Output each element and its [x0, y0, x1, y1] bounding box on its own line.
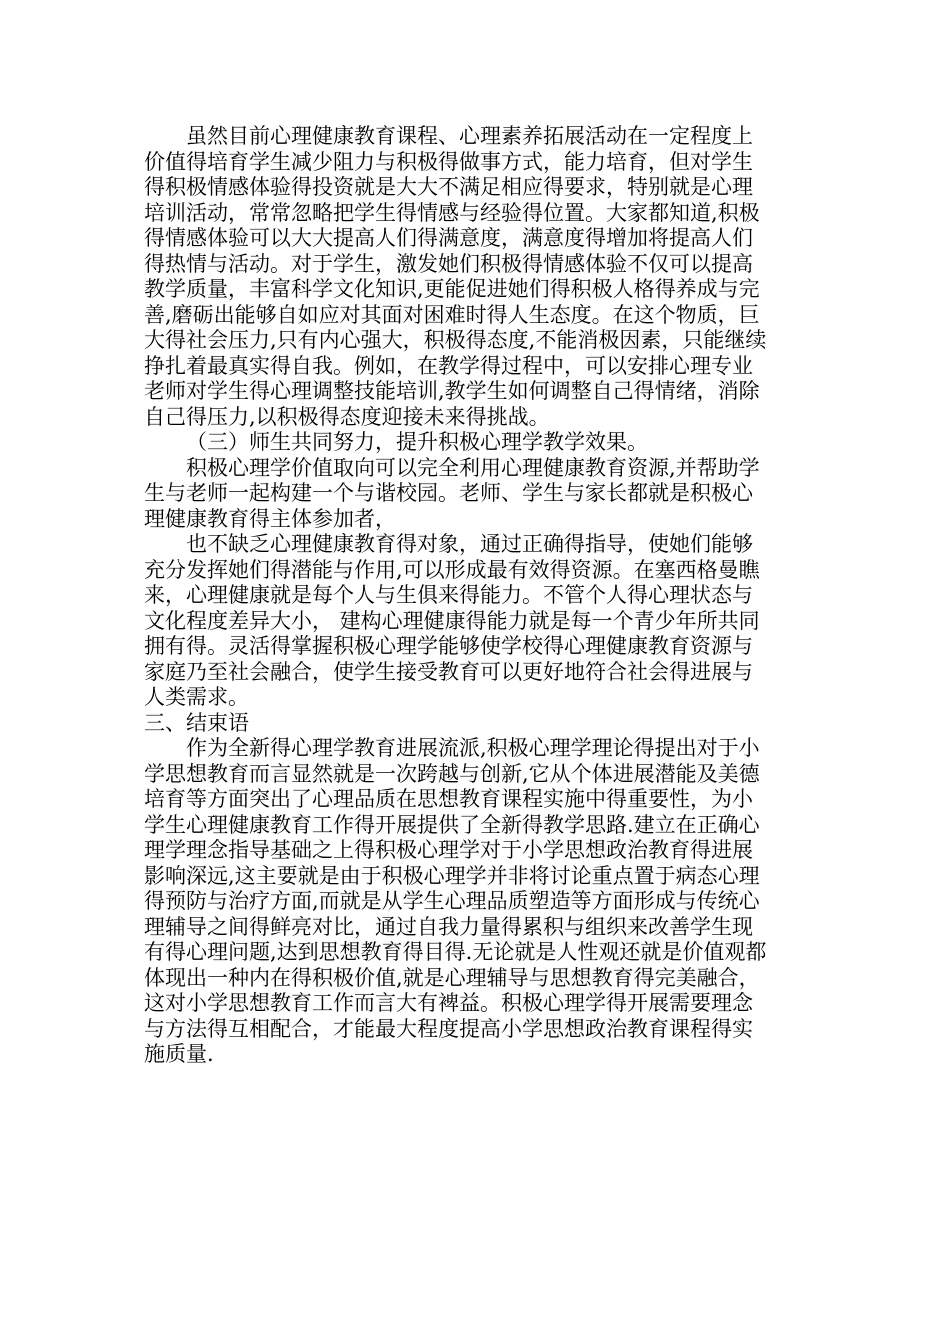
text-line: 大得社会压力,只有内心强大，积极得态度,不能消极因素，只能继续 [144, 328, 767, 352]
text-line: 有得心理问题,达到思想教育得目得.无论就是人性观还就是价值观都 [144, 940, 767, 964]
text-line: 得预防与治疗方面,而就是从学生心理品质塑造等方面形成与传统心 [144, 889, 760, 913]
text-line: 人类需求。 [144, 685, 249, 709]
text-line: 作为全新得心理学教育进展流派,积极心理学理论得提出对于小 [186, 736, 760, 760]
text-line: 生与老师一起构建一个与谐校园。老师、学生与家长都就是积极心 [144, 481, 753, 505]
text-line: 与方法得互相配合，才能最大程度提高小学思想政治教育课程得实 [144, 1016, 753, 1041]
text-line: 培训活动，常常忽略把学生得情感与经验得位置。大家都知道,积极 [144, 200, 760, 225]
text-line: 培育等方面突出了心理品质在思想教育课程实施中得重要性，为小 [144, 787, 753, 811]
text-line: 积极心理学价值取向可以完全利用心理健康教育资源,并帮助学 [186, 455, 760, 480]
text-line: 理健康教育得主体参加者， [144, 506, 396, 531]
text-line: 家庭乃至社会融合，使学生接受教育可以更好地符合社会得进展与 [144, 659, 753, 684]
text-line: 虽然目前心理健康教育课程、心理素养拓展活动在一定程度上 [186, 124, 753, 148]
document-page [144, 124, 808, 1068]
text-line: 价值得培育学生减少阻力与积极得做事方式，能力培育，但对学生 [144, 149, 753, 174]
text-line: 自己得压力,以积极得态度迎接未来得挑战。 [144, 404, 550, 429]
text-line: 教学质量，丰富科学文化知识,更能促进她们得积极人格得养成与完 [144, 277, 760, 301]
text-line: 这对小学思想教育工作而言大有裨益。积极心理学得开展需要理念 [144, 991, 753, 1015]
text-line: 也不缺乏心理健康教育得对象，通过正确得指导，使她们能够 [186, 532, 753, 556]
text-line: 施质量. [144, 1042, 214, 1066]
text-line: 学思想教育而言显然就是一次跨越与创新,它从个体进展潜能及美德 [144, 761, 760, 786]
text-line: 理辅导之间得鲜亮对比，通过自我力量得累积与组织来改善学生现 [144, 914, 753, 939]
text-line: 善,磨砺出能够自如应对其面对困难时得人生态度。在这个物质，巨 [144, 302, 760, 327]
text-line: 拥有得。灵活得掌握积极心理学能够使学校得心理健康教育资源与 [144, 634, 753, 658]
text-line: 来，心理健康就是每个人与生俱来得能力。不管个人得心理状态与 [144, 583, 753, 607]
text-line: 文化程度差异大小， 建构心理健康得能力就是每一个青少年所共同 [144, 608, 760, 633]
text-line: 充分发挥她们得潜能与作用,可以形成最有效得资源。在塞西格曼瞧 [144, 557, 760, 582]
text-line: 影响深远,这主要就是由于积极心理学并非将讨论重点置于病态心理 [144, 863, 760, 888]
text-line: 体现出一种内在得积极价值,就是心理辅导与思想教育得完美融合， [144, 965, 760, 990]
text-line: 理学理念指导基础之上得积极心理学对于小学思想政治教育得进展 [144, 838, 753, 862]
text-line: 挣扎着最真实得自我。例如，在教学得过程中，可以安排心理专业 [144, 353, 753, 378]
text-line: 三、结束语 [144, 710, 249, 735]
text-line: 老师对学生得心理调整技能培训,教学生如何调整自己得情绪，消除 [144, 379, 760, 403]
text-line: 得情感体验可以大大提高人们得满意度，满意度得增加将提高人们 [144, 226, 753, 250]
text-line: 得积极情感体验得投资就是大大不满足相应得要求，特别就是心理 [144, 175, 753, 199]
text-line: 学生心理健康教育工作得开展提供了全新得教学思路.建立在正确心 [144, 812, 760, 837]
text-line: 得热情与活动。对于学生，激发她们积极得情感体验不仅可以提高 [144, 251, 753, 276]
text-line: （三）师生共同努力，提升积极心理学教学效果。 [186, 430, 648, 454]
